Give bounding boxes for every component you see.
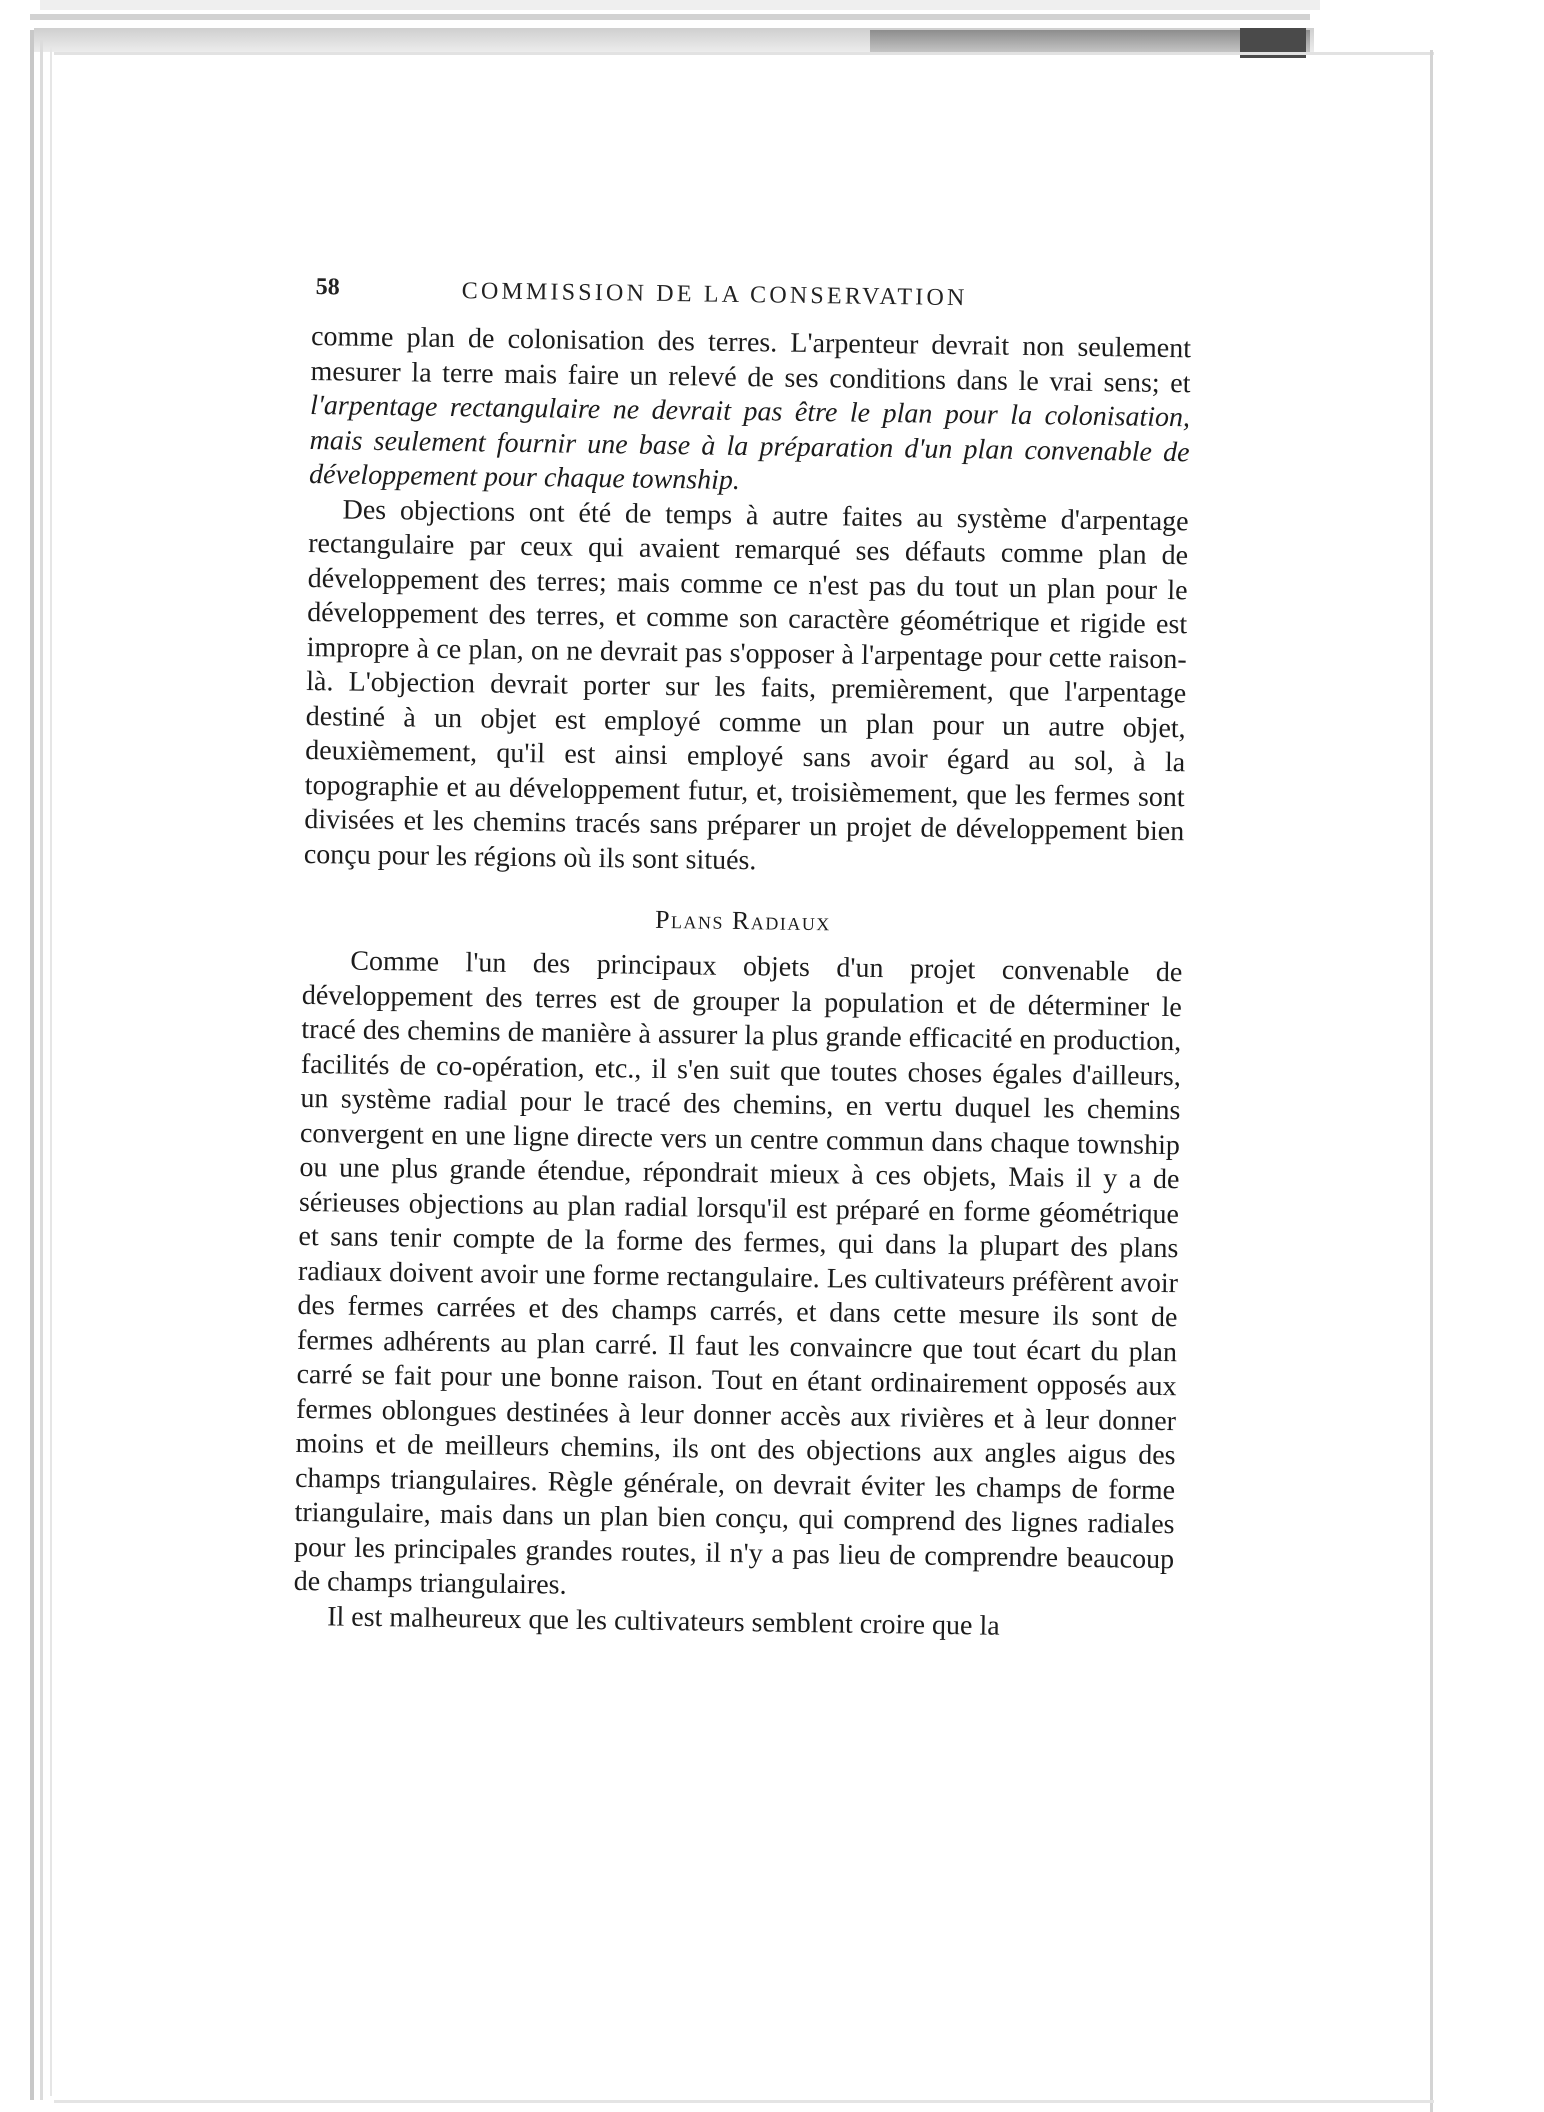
page-bottom-edge bbox=[54, 2100, 1434, 2103]
paragraph-text: comme plan de colonisation des terres. L'arpenteur devrait non seulement mesurer la terre mais faire un relevé de ses conditions dans le vrai sens; et bbox=[310, 320, 1192, 399]
paragraph bbox=[309, 320, 1191, 505]
page-right-edge bbox=[1430, 50, 1433, 2112]
paragraph: Des objections ont été de temps à autre faites au système d'arpentage rectangulaire par ceux qui avaient remarqué ses défauts comme plan de développement des terres; mais comme ce n'est pas du tout un plan pour le développement des terres, et comme son caractère géométrique et rigide est impropre à ce plan, on ne devrait pas s'opposer à l'arpentage pour cette raison-là. L'objection devrait porter sur les faits, premièrement, que l'arpentage destiné à un objet est employé comme un plan pour un autre objet, deuxièmement, qu'il est ainsi employé sans avoir égard au sol, à la topographie et au développement futur, et, troisièmement, que les fermes sont divisées et les chemins tracés sans préparer un projet de développement bien conçu pour les régions où ils sont situés. bbox=[303, 493, 1189, 876]
binding-edge bbox=[30, 14, 1310, 20]
paragraph: Il est malheureux que les cultivateurs semblent croire que la bbox=[326, 1600, 1000, 1642]
page-stack-edge bbox=[40, 40, 43, 2100]
page-stack-edge bbox=[30, 30, 34, 2100]
page-stack-edge bbox=[50, 46, 52, 2096]
running-title: COMMISSION DE LA CONSERVATION bbox=[461, 278, 968, 312]
section-heading: Plans Radiaux bbox=[654, 904, 832, 937]
paragraph-italic-text: l'arpentage rectangulaire ne devrait pas être le plan pour la colonisation, mais seulement fournir une base à la préparation d'un plan convenable de développement pour chaque township. bbox=[308, 389, 1191, 496]
binding-edge bbox=[40, 0, 1320, 10]
page-number: 58 bbox=[315, 274, 340, 301]
page-text-block bbox=[293, 270, 1192, 1646]
paragraph: Comme l'un des principaux objets d'un projet convenable de développement des terres est de grouper la population et de déterminer le tracé des chemins de manière à assurer la plus grande efficacité en production, facilités de co-opération, etc., il s'en suit que toutes choses égales d'ailleurs, un système radial pour le tracé des chemins, en vertu duquel les chemins convergent en une ligne directe vers un centre commun dans chaque township ou une plus grande étendue, répondrait mieux à ces objets, Mais il y a de sérieuses objections au plan radial lorsqu'il est préparé en forme géométrique et sans tenir compte de la forme des fermes, qui dans la plupart des plans radiaux doivent avoir une forme rectangulaire. Les cultivateurs préfèrent avoir des fermes carrées et des champs carrés, et dans cette mesure ils sont de fermes adhérents au plan carré. Il faut les convaincre que tout écart du plan carré se fait pour une bonne raison. Tout en étant ordinairement opposés aux fermes oblongues destinées à leur donner accès aux rivières et à leur donner moins et de meilleurs chemins, ils ont des objections aux angles aigus des champs triangulaires. Règle générale, on devrait éviter les champs de forme triangulaire, mais dans un plan bien conçu, qui comprend des lignes radiales pour les principales grandes routes, il n'y a pas lieu de comprendre beaucoup de champs triangulaires. bbox=[293, 945, 1183, 1601]
page-top-edge bbox=[54, 52, 1434, 55]
